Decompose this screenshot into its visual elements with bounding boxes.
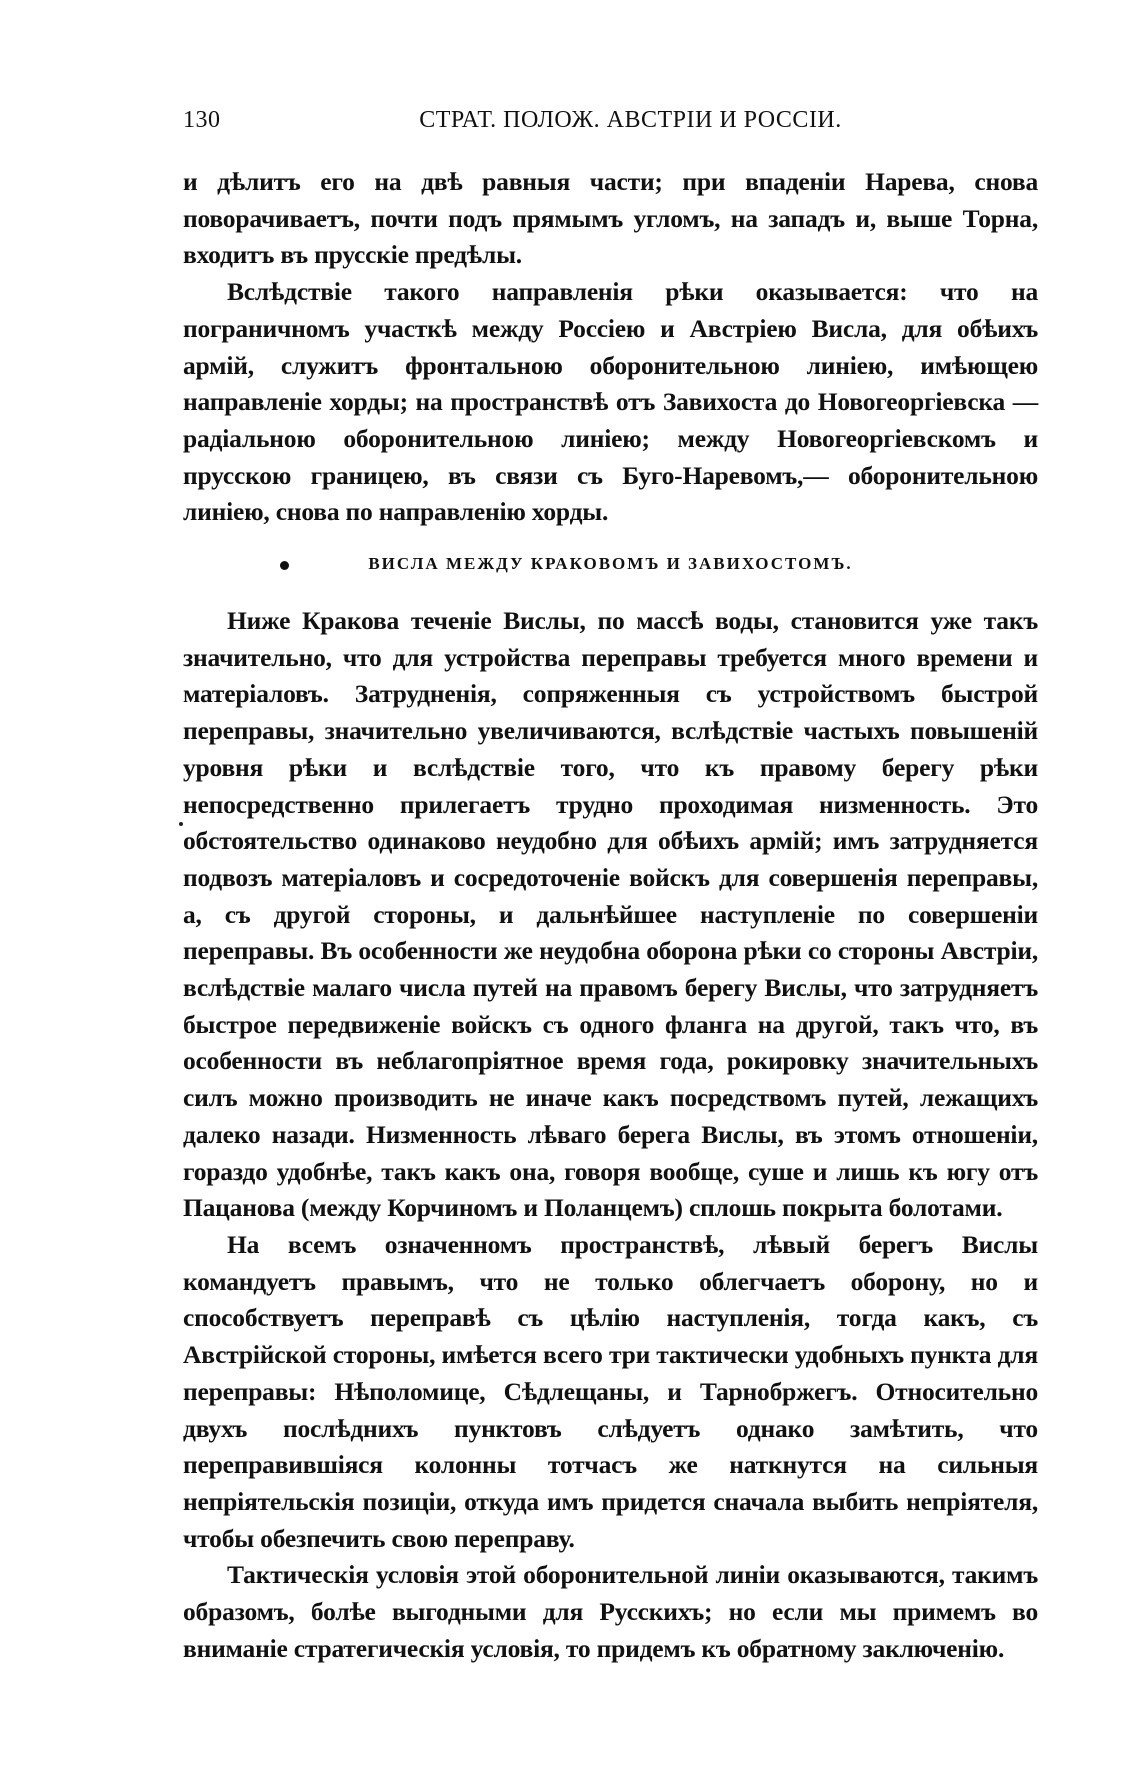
body-text (183, 164, 1038, 1667)
paragraph: Ниже Кракова теченіе Вислы, по массѣ воды, становится уже такъ значительно, что для устройства переправы требуется много времени и матеріаловъ. Затрудненія, сопряженныя съ устройствомъ быстрой переправы, значительно увеличиваются, вслѣдствіе частыхъ повышеній уровня рѣки и вслѣдствіе того, что къ правому берегу рѣки непосредственно прилегаетъ трудно проходимая низменность. Это обстоятельство одинаково неудобно для обѣихъ армій; имъ затрудняется подвозъ матеріаловъ и сосредоточеніе войскъ для совершенія переправы, а, съ другой стороны, и дальнѣйшее наступленіе по совершеніи переправы. Въ особенности же неудобна оборона рѣки со стороны Австріи, вслѣдствіе малаго числа путей на правомъ берегу Вислы, что затрудняетъ быстрое передвиженіе войскъ съ одного фланга на другой, такъ что, въ особенности въ неблагопріятное время года, рокировку значительныхъ силъ можно производить не иначе какъ посредствомъ путей, лежащихъ далеко назади. Низменность лѣваго берега Вислы, въ этомъ отношеніи, гораздо удобнѣе, такъ какъ она, говоря вообще, суше и лишь къ югу отъ Пацанова (между Корчиномъ и Поланцемъ) сплошь покрыта болотами. (183, 606, 1038, 1223)
paragraph: Тактическія условія этой оборонительной линіи оказываются, такимъ образомъ, болѣе выгодными для Русскихъ; но если мы примемъ во вниманіе стратегическія условія, то придемъ къ обратному заключенію. (183, 1560, 1038, 1663)
running-title: СТРАТ. ПОЛОЖ. АВСТРІИ И РОССІИ. (419, 107, 842, 133)
paragraph: и дѣлитъ его на двѣ равныя части; при впаденіи Нарева, снова поворачиваетъ, почти подъ прямымъ угломъ, на западъ и, выше Торна, входитъ въ прусскіе предѣлы. (183, 167, 1038, 270)
section-heading: ВИСЛА МЕЖДУ КРАКОВОМЪ И ЗАВИХОСТОМЪ. (368, 554, 853, 574)
paragraph: На всемъ означенномъ пространствѣ, лѣвый берегъ Вислы командуетъ правымъ, что не только облегчаетъ оборону, но и способствуетъ переправѣ съ цѣлію наступленія, тогда какъ, съ Австрійской стороны, имѣется всего три тактически удобныхъ пункта для переправы: Нѣполомице, Сѣдлещаны, и Тарнобржегъ. Относительно двухъ послѣднихъ пунктовъ слѣдуетъ однако замѣтить, что переправившіяся колонны тотчасъ же наткнутся на сильныя непріятельскія позиціи, откуда имъ придется сначала выбить непріятеля, чтобы обезпечить свою переправу. (183, 1229, 1038, 1553)
page-number: 130 (183, 107, 221, 133)
running-head (183, 107, 1038, 143)
paragraph: Вслѣдствіе такого направленія рѣки оказывается: что на пограничномъ участкѣ между Россіею и Австріею Висла, для обѣихъ армій, служитъ фронтальною оборонительною линіею, имѣющею направленіе хорды; на пространствѣ отъ Завихоста до Новогеоргіевска — радіальною оборонительною линіею; между Новогеоргіевскомъ и прусскою границею, въ связи съ Буго-Наревомъ,— оборонительною линіею, снова по направленію хорды. (183, 277, 1038, 527)
